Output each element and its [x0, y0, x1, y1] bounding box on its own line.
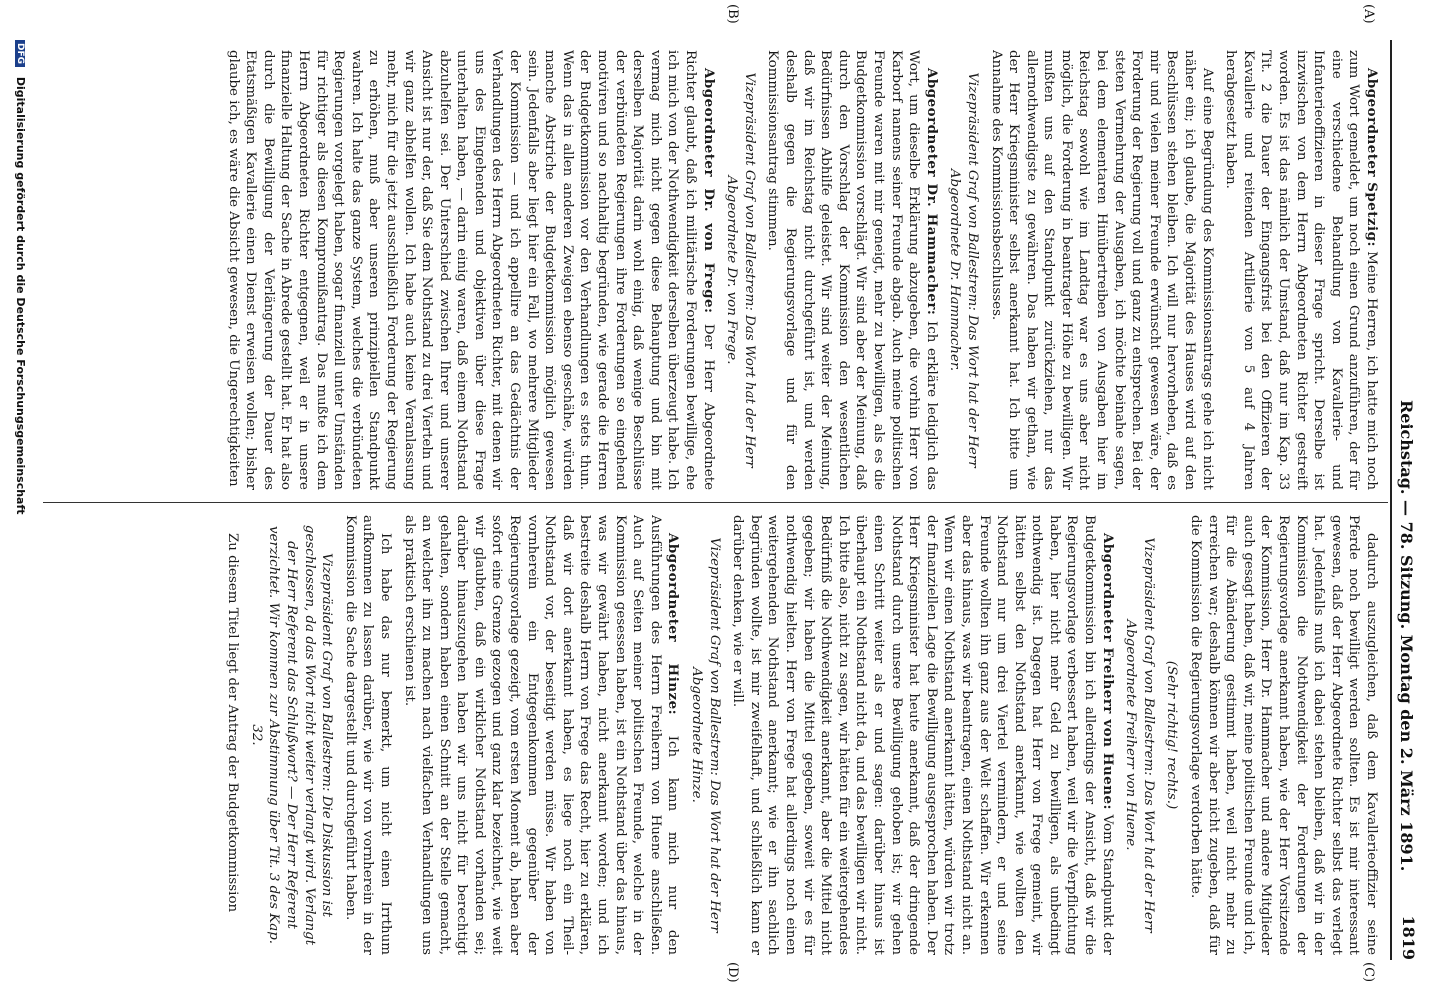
paragraph: [400, 515, 682, 955]
paragraph: [723, 50, 758, 490]
paragraph-centered-text: Vizepräsident Graf von Ballestrem: Das Wort hat der Herr Abgeordnete Dr. von Frege.: [724, 72, 757, 468]
paragraph-centered-text: Vizepräsident Graf von Ballestrem: Das Wort hat der Herr Abgeordnete Hinze.: [689, 537, 722, 933]
speaker-name: Abgeordneter Dr. von Frege:: [700, 68, 717, 314]
paragraph-centered-text: (Sehr richtig! rechts.): [1164, 660, 1180, 810]
dfg-logo: DFG: [15, 40, 25, 67]
paragraph-text: Zu diesem Titel liegt der Antrag der Budgetkommission: [225, 533, 241, 913]
paragraph: [687, 515, 722, 955]
paragraph: [224, 515, 242, 955]
speaker-name: Abgeordneter Dr. Hammacher:: [923, 68, 940, 316]
header-rule: [1390, 40, 1392, 960]
paragraph-text: Der Herr Abgeordnete Richter glaubt, daß ich militärische Forderungen bewillige, ehe ich mich von der Nothwendigkeit derselben überzeugt habe. Ich vermag mich nicht gegen diese Behauptung und bin mit derselben Majorität darin wohl einig, daß wenige Beschlüsse der verbündeten Regierungen ihre Forderungen so eingehend motiviren und so nachhaltig begründen, wie gerade die Herren der Budgetkommission vor den Verhandlungen es stets thun. Wenn das in allen anderen Zweigen ebenso geschähe, würden manche Abstriche der Budgetkommission möglich gewesen sein. Jedenfalls aber liegt hier ein Fall, wo mehrere Mitglieder der Kommission — und ich appellire an das Gedächtnis der Verhandlungen des Herrn Abgeordneten Richter, mit denen wir uns des Eingehenden und objektiven über diese Frage unterhalten haben, — darin einig waren, daß einem Nothstand abzuhelfen sei. Der Unterschied zwischen Ihrer und unserer Ansicht ist nur der, daß Sie dem Nothstand zu drei Vierteln und wir ganz abhelfen wollen. Ich habe auch keine Veranlassung mehr, mich für die jetzt ausschließlich Forderung der Regierung zu erhöhen, muß aber unseren prinzipiellen Standpunkt wahren. Ich halte das ganze System, welches die verbündeten Regierungen vorgelegt haben, sogar finanziell unter Umständen für richtiger als diesen Kompromißantrag. Das mußte ich dem Herrn Abgeordneten Richter entgegnen, weil er in unsere finanzielle Haltung der Sache in Abrede gestellt hat. Er hat also durch die Bewilligung der Verlängerung der Dauer des Etatsmäßigen Kavallerie einen Dienst erweisen wollen; bisher glaube ich, es wäre die Absicht gewesen, die Ungerechtigkeiten: [225, 50, 716, 490]
paragraph-centered-text: Vizepräsident Graf von Ballestrem: Die Diskussion ist geschlossen, da das Wort nicht weiter verlangt wird. Verlangt der Herr Referent das Schlußwort? — Der Herr Referent verzichtet. Wir kommen zur Abstimmung über Tit. 3 des Kap. 32.: [248, 524, 335, 946]
paragraph: [1222, 50, 1380, 490]
footer: [7, 40, 27, 960]
paragraph-text: Vom Standpunkt der Budgetkommission bin ich allerdings der Ansicht, daß wir die Regierungsvorlage verbessert haben, weil wir die Verpflichtung haben, hier nicht mehr Geld zu bewilligen, als unbedingt nothwendig ist. Dagegen hat Herr von Frege gemeint, wir hätten selbst den Nothstand anerkannt, wie wollten den Nothstand nur um drei Viertel vermindern, er und seine Freunde wollten ihn ganz aus der Welt schaffen. Wir erkennen aber das hinaus, was wir beantragen, einen Nothstand nicht an. Wenn wir einen Nothstand anerkannt hätten, würden wir trotz der finanziellen Lage die Bewilligung ausgesprochen haben. Der Herr Kriegsminister hat heute anerkannt, daß der dringende Nothstand durch unsere Bewilligung gehoben ist; wir gehen einen Schritt weiter als er und sagen: darüber hinaus ist überhaupt ein Nothstand nicht da, und das bewilligen wir nicht. Ich bitte also, nicht zu sagen, wir hätten für ein weitergehendes Bedürfniß die Nothwendigkeit anerkannt, aber die Mittel nicht gegeben; wir haben die Mittel gegeben, soweit wir es für nothwendig hielten. Herr von Frege hat allerdings noch einen weitergehenden Nothstand anerkannt; wie er ihn sachlich begründen wollte, ist mir zweifelhaft, und schließlich kann er darüber denken, wie er will.: [730, 515, 1115, 955]
paragraph-text: Ich erkläre lediglich das Wort, um dieselbe Erklärung abzugeben, die vorhin Herr von Karborf namens seiner Freunde abgab. Auch meine politischen Freunde waren mit mir geneigt, mehr zu bewilligen, als es die Budgetkommission vorschlägt. Wir sind aber der Meinung, daß durch den Vorschlag der Kommission den wesentlichen Bedürfnissen Abhilfe geleistet. Wir sind weiter der Meinung, daß wir im Reichstag nicht durchgeführt ist, und werden deshalb gegen die Regierungsvorlage und für den Kommissionsantrag stimmen.: [765, 50, 939, 490]
header-title: Reichstag. — 78. Sitzung. Montag den 2. März 1891.: [1397, 400, 1416, 872]
paragraph: [946, 50, 981, 490]
paragraph-text: Meine Herren, ich hatte mich noch zum Wort gemeldet, um noch einen Grund anzuführen, der für eine verschiedene Behandlung von Kavallerie- und Infanterieoffizieren in dieser Frage spricht. Derselbe ist inzwischen von dem Herrn Abgeordneten Richter gestreift worden. Es ist das nämlich der Umstand, daß nur im Kap. 33 Tit. 2 die Dauer der Eingangsfrist bei den Offizieren der Kavallerie und reitenden Artillerie von 5 auf 4 Jahren herabgesetzt haben.: [1223, 50, 1379, 490]
paragraph-text: Ich kann mich nur den Ausführungen des Herrn Freiherrn von Huene anschließen. Auch auf Seiten meiner politischen Freunde, welche in der Kommission gesessen haben, ist ein Nothstand über das hinaus, was wir gewährt haben, nicht anerkannt worden; und ich bestreite deshalb Herrn von Frege das Recht, hier zu erklären, daß wir dort anerkannt haben, es liege noch ein Theil-Nothstand vor, der beseitigt werden müsse. Wir haben von vornherein ein Entgegenkommen gegenüber der Regierungsvorlage gezeigt, vom ersten Moment ab, haben aber sofort eine Grenze gezogen und ganz klar bezeichnet, wie weit wir glaubten, daß ein wirklicher Nothstand vorhanden sei; darüber hinauszugehen haben wir uns nicht für berechtigt gehalten, sondern haben einen Schnitt an der Stelle gemacht, an welcher ihn zu machen nach vielfachen Verhandlungen uns als praktisch erschienen ist.: [401, 515, 681, 955]
paragraph-text: Auf eine Begründung des Kommissionsantrags gehe ich nicht näher ein; ich glaube, die Majorität des Hauses wird auf den Beschlüssen stehen bleiben. Ich will nur hervorheben, daß es mir und vielen meiner Freunde erwünscht gewesen wäre, der Forderung der Regierung voll und ganz zu entsprechen. Bei der steten Vermehrung der Ausgaben, ich möchte beinahe sagen, bei dem elementaren Hinübertreiben von Ausgaben hier im Reichstag sowohl wie im Landtag war es uns aber nicht möglich, die Forderung in beantragter Höhe zu bewilligen. Wir mußten uns auf den Standpunkt zurückziehen, nur das allernothwendigste zu gewähren. Das haben wir gethan, wie der Herr Kriegsminister selbst anerkannt hat. Ich bitte um Annahme des Kommissionsbeschlusses.: [988, 50, 1215, 490]
speaker-name: Abgeordneter Freiherr von Huene:: [1099, 533, 1116, 810]
paragraph-centered-text: Vizepräsident Graf von Ballestrem: Das Wort hat der Herr Abgeordnete Dr. Hammacher.: [947, 72, 980, 468]
margin-mark-a: (A): [1361, 4, 1376, 24]
margin-mark-d: (D): [725, 962, 740, 983]
paragraph: [1163, 515, 1181, 955]
paragraph-centered-text: Vizepräsident Graf von Ballestrem: Das Wort hat der Herr Abgeordnete Freiherr von Huene.: [1123, 537, 1156, 933]
right-column: [40, 515, 1380, 955]
paragraph: [1122, 515, 1157, 955]
paragraph: [341, 515, 394, 955]
left-column: [40, 50, 1380, 490]
speaker-name: Abgeordneter Hinze:: [665, 533, 682, 716]
paragraph: [729, 515, 1116, 955]
margin-mark-c: (C): [1361, 962, 1376, 983]
margin-mark-b: (B): [725, 4, 740, 24]
paragraph-text: Ich habe das nur bemerkt, um nicht einen Irrthum aufkommen zu lassen darüber, wie wir von vornherein in der Kommission die Sache dargestellt und durchgeführt haben.: [342, 515, 393, 955]
footer-text: Digitalisierung gefördert durch die Deutsche Forschungsgemeinschaft: [14, 76, 27, 515]
speaker-name: Abgeordneter Spetzig:: [1364, 68, 1380, 247]
paragraph-text: dadurch auszugleichen, daß dem Kavallerieoffizier seine Pferde noch bewilligt werden sollten. Es ist mir interessant gewesen, daß der Herr Abgeordnete Richter selbst das verlegt hat. Jedenfalls muß ich dabei stehen bleiben, daß wir in der Kommission die Nothwendigkeit der Forderungen der Regierungsvorlage anerkannt haben, wie der Herr Vorsitzende der Kommission, Herr Dr. Hammacher und andere Mitglieder auch gesagt haben, daß wir, meine politischen Freunde und ich, für die Abänderung gestimmt haben, weil nicht mehr zu erreichen war; deshalb können wir aber nicht zugeben, daß für die Kommission die Regierungsvorlage verdorben hätte.: [1188, 515, 1379, 955]
paragraph: [1186, 515, 1380, 955]
paragraph: [247, 515, 335, 955]
column-divider: [43, 502, 1388, 503]
running-header: [1396, 40, 1426, 960]
paragraph: [987, 50, 1216, 490]
paragraph: [764, 50, 940, 490]
paragraph: [224, 50, 717, 490]
page-number: 1819: [1399, 915, 1418, 960]
